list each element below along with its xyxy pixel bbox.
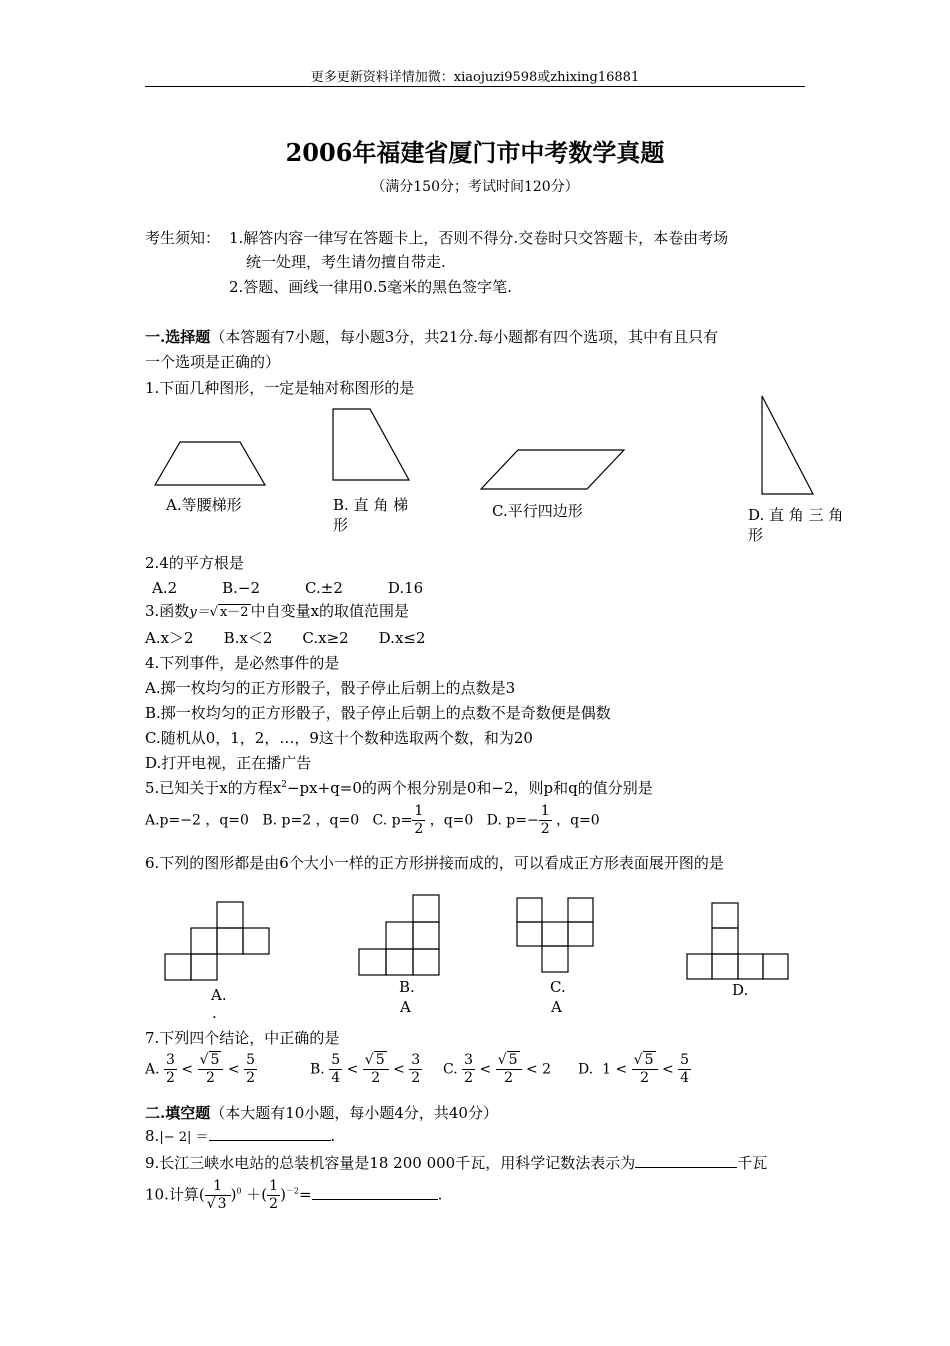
q1-stem: 1.下面几种图形，一定是轴对称图形的是 [145,379,415,397]
q7-d-lt1: < [615,1061,628,1078]
q7-c-lt1: < [479,1061,492,1078]
q6-stem: 6.下列的图形都是由6个大小一样的正方形拼接而成的，可以看成正方形表面展开图的是 [145,854,724,872]
q10-prefix: 10.计算( [145,1185,205,1204]
q5-options [145,803,600,838]
q7-option-c [443,1052,551,1087]
q7-b-f1-den: 4 [331,1070,341,1086]
section2-heading: 二.填空题 [145,1104,211,1122]
q5-option-d-post: ，q=0 [556,812,600,829]
q7-a-frac1 [164,1052,177,1087]
q1-option-a: A.等腰梯形 [166,496,242,514]
q7-b-frac2: $\frac{√ 5}{2}$ [363,1052,389,1087]
q8-line [145,1126,335,1145]
section2-desc: （本大题有10小题，每小题4分，共40分） [210,1104,498,1122]
q2-stem: 2.4的平方根是 [145,554,244,572]
q7-d-f1-num: 5 [644,1052,654,1068]
q5-fraction-d-num: 1 [540,803,550,819]
q10-f1-num: 1 [205,1178,231,1196]
q10-frac1: $\frac{1}{√ 3}$ [205,1178,231,1213]
q8-answer-blank[interactable] [209,1140,331,1141]
q7-option-b [310,1052,422,1087]
q7-option-d [578,1052,691,1087]
q6-label-d: D. [732,981,749,999]
q7-c-frac2: $\frac{√ 5}{2}$ [496,1052,522,1087]
q7-a-f3-den: 2 [246,1070,255,1086]
q7-a-frac2: $\frac{√ 5}{2}$ [198,1052,224,1087]
q5-fraction-d-den: 2 [540,821,550,837]
q7-c-f1-den: 2 [464,1070,474,1086]
page-subtitle: （满分150分；考试时间120分） [371,179,579,195]
q7-d-frac2 [678,1052,691,1087]
q7-c-f2-den: 2 [504,1070,514,1086]
q6-label-c-extra: A [551,998,562,1016]
notice-line1: 1.解答内容一律写在答题卡上，否则不得分.交卷时只交答题卡，本卷由考场 [229,229,729,247]
q4-option-b: B.掷一枚均匀的正方形骰子，骰子停止后朝上的点数不是奇数便是偶数 [145,704,611,722]
q3-func: y＝ [189,605,210,620]
q5-fraction-d [539,803,552,838]
q9-unit: 千瓦 [737,1154,768,1172]
q10-plus: ＋( [246,1185,268,1204]
q7-c-frac1 [462,1052,475,1087]
q6-label-a: A. [211,986,227,1004]
q7-a-f1-den: 2 [166,1070,175,1086]
net-c-shape [517,898,593,972]
q7-b-lt1: < [346,1061,359,1078]
q7-a-f1-num: 3 [166,1052,175,1068]
q7-a-frac3 [244,1052,257,1087]
q10-f2-den: 2 [269,1196,279,1212]
q7-option-b-label: B. [310,1061,325,1078]
net-a-shape [165,902,269,980]
q7-b-f2-den: 2 [371,1070,381,1086]
right-trapezoid-shape [333,409,409,480]
q7-a-lt1: < [181,1061,194,1078]
page-title: 2006年福建省厦门市中考数学真题 [285,138,665,167]
q7-a-lt2: < [227,1061,240,1078]
isosceles-trapezoid-shape [155,442,265,485]
q10-frac2 [267,1178,280,1213]
q6-label-c: C. [550,978,566,996]
q7-d-lt2: < [661,1061,674,1078]
q5-option-a: A.p=−2 ，q=0 [145,812,249,829]
q5-option-b: B. p=2 ，q=0 [262,812,360,829]
q10-exp-neg2: －2 [285,1186,300,1196]
q7-c-end: 2 [542,1061,552,1078]
q7-d-f2-num: 5 [680,1052,690,1068]
q10-end: . [437,1185,443,1204]
q7-option-c-label: C. [443,1061,458,1078]
q7-c-f2-num: 5 [508,1052,518,1068]
q8-dot: . [330,1127,336,1145]
q3-stem: 3.函数y＝√ x－2 中自变量x的取值范围是 [145,602,410,620]
q1-option-b-cont: 形 [333,516,349,534]
q7-d-frac1: $\frac{√ 5}{2}$ [632,1052,658,1087]
q4-stem: 4.下列事件，是必然事件的是 [145,654,340,672]
q5-stem-part2: −px+q=0的两个根分别是0和−2，则p和q的值分别是 [286,779,653,797]
q5-option-c-pre: C. p= [372,812,413,829]
q10-f2-num: 1 [269,1178,279,1194]
q7-b-frac3 [409,1052,422,1087]
q6-label-a-dot: . [212,1004,217,1022]
q1-option-d-cont: 形 [748,526,764,544]
q9-text: 9.长江三峡水电站的总装机容量是18 200 000千瓦，用科学记数法表示为 [145,1154,636,1172]
q7-a-f2-den: 2 [206,1070,215,1086]
q8-number: 8. [145,1127,160,1145]
q5-stem-part1: 5.已知关于x的方程x [145,779,282,797]
q7-option-a [145,1052,257,1087]
q10-f1-den: 3 [217,1196,227,1212]
q10-line: 10.计算( $\frac{1}{√ 3}$ )$^0$ ＋( $\frac{1}{2}$ )$^{-2}$= . [145,1178,443,1212]
notice-line2: 2.答题、画线一律用0.5毫米的黑色签字笔. [229,278,512,296]
q7-b-f3-num: 3 [411,1052,421,1068]
net-d-shape [687,903,788,979]
net-b-shape [359,895,439,975]
q7-d-one: 1 [602,1061,612,1078]
q9-answer-blank[interactable] [635,1167,737,1168]
q7-c-f1-num: 3 [464,1052,474,1068]
q7-b-f2-num: 5 [375,1052,385,1068]
q7-option-a-label: A. [145,1061,160,1078]
q9-line [145,1152,767,1173]
q7-a-f2-num: 5 [210,1052,220,1068]
q3-options: A.x＞2 B.x＜2 C.x≥2 D.x≤2 [145,629,426,647]
q7-d-f2-den: 4 [680,1070,690,1086]
section1-heading: 一.选择题 [145,328,211,346]
q5-option-d-pre: D. p=− [486,812,539,829]
right-triangle-shape [762,396,813,494]
q5-exponent: 2 [281,780,287,790]
q3-radicand: x－2 [219,605,249,620]
q7-c-lt2: < [525,1061,538,1078]
q5-fraction-c [412,803,425,838]
q7-d-f1-den: 2 [640,1070,650,1086]
section1-desc: （本答题有7小题，每小题3分，共21分.每小题都有四个选项，其中有且只有 [210,328,719,346]
q8-expression: |− 2| ＝ [159,1130,209,1145]
q3-post: 中自变量x的取值范围是 [250,602,410,620]
q10-answer-blank[interactable] [312,1199,438,1200]
notice-line1b: 统一处理，考生请勿擅自带走. [246,253,446,271]
q1-option-c: C.平行四边形 [492,502,583,520]
q7-stem: 7.下列四个结论，中正确的是 [145,1029,340,1047]
parallelogram-shape [481,450,624,489]
q5-fraction-c-den: 2 [414,821,424,837]
q6-label-b-extra: A [400,998,411,1016]
q7-b-lt2: < [393,1061,405,1078]
q3-pre: 3.函数 [145,602,190,620]
q4-option-d: D.打开电视，正在播广告 [145,754,312,772]
q2-options: A.2 B.−2 C.±2 D.16 [152,579,424,597]
section2-title [145,1102,498,1123]
q4-option-a: A.掷一枚均匀的正方形骰子，骰子停止后朝上的点数是3 [145,679,516,697]
q6-label-b: B. [399,978,415,996]
q5-fraction-c-num: 1 [414,803,424,819]
q1-option-b: B. 直 角 梯 [333,496,409,514]
notice-label: 考生须知： [145,229,221,247]
q10-exp0: 0 [236,1186,242,1196]
q7-b-f1-num: 5 [331,1052,341,1068]
q7-b-frac1 [329,1052,342,1087]
section1-desc2: 一个选项是正确的） [145,353,281,371]
q5-option-c-post: ，q=0 [429,812,474,829]
q7-b-f3-den: 2 [411,1070,421,1086]
q7-a-f3-num: 5 [246,1052,255,1068]
q7-option-d-label: D. [578,1061,594,1078]
page-header: 更多更新资料详情加微：xiaojuzi9598或zhixing16881 [310,70,640,85]
q4-option-c: C.随机从0，1，2，…，9这十个数种选取两个数，和为20 [145,729,533,747]
q10-equals: = [299,1185,312,1204]
q1-option-d: D. 直 角 三 角 [748,506,844,524]
q5-stem [145,777,653,798]
